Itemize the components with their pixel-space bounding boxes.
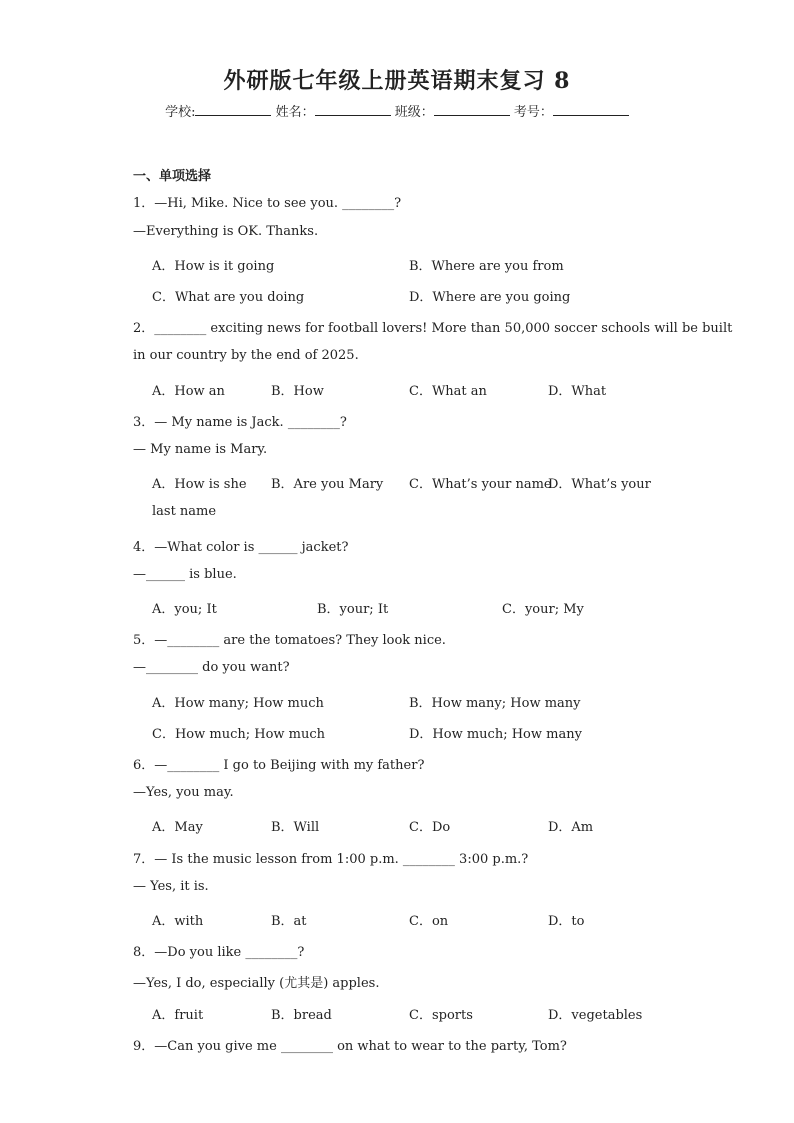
question-3-stem: 3．— My name is Jack. ________?	[133, 415, 347, 430]
q7-option-a: A．with	[152, 914, 204, 929]
q8-option-d: D．vegetables	[548, 1008, 643, 1023]
q2-option-c: C．What an	[409, 384, 487, 399]
class-blank	[434, 103, 510, 116]
school-blank	[195, 103, 271, 116]
class-label: 班级：	[394, 105, 434, 120]
q3-option-a: A．How is she	[152, 477, 247, 492]
q6-option-c: C．Do	[409, 820, 451, 835]
q2-option-b: B．How	[271, 384, 324, 399]
question-1-stem: 1．—Hi, Mike. Nice to see you. ________?	[133, 196, 402, 211]
q5-option-d: D．How much; How many	[409, 727, 582, 742]
question-5-reply: —________ do you want?	[133, 660, 290, 675]
question-8-stem: 8．—Do you like ________?	[133, 945, 305, 960]
question-2-stem-cont: in our country by the end of 2025.	[133, 348, 359, 363]
student-info-line	[0, 101, 794, 120]
q2-option-a: A．How an	[152, 384, 225, 399]
q1-option-a: A．How is it going	[152, 259, 275, 274]
question-4-stem: 4．—What color is ______ jacket?	[133, 540, 349, 555]
question-5-stem: 5．—________ are the tomatoes? They look nice.	[133, 633, 446, 648]
q3-option-d-cont: last name	[152, 504, 217, 519]
q1-option-c: C．What are you doing	[152, 290, 305, 305]
q5-option-b: B．How many; How many	[409, 696, 581, 711]
q8-option-c: C．sports	[409, 1008, 473, 1023]
question-4-reply: —______ is blue.	[133, 567, 237, 582]
q6-option-d: D．Am	[548, 820, 594, 835]
q1-option-d: D．Where are you going	[409, 290, 571, 305]
school-label: 学校:	[165, 105, 196, 120]
q8-option-a: A．fruit	[152, 1008, 204, 1023]
q4-option-b: B．your; It	[317, 602, 389, 617]
q5-option-a: A．How many; How much	[152, 696, 324, 711]
q7-option-b: B．at	[271, 914, 307, 929]
q7-option-d: D．to	[548, 914, 585, 929]
q1-option-b: B．Where are you from	[409, 259, 564, 274]
question-3-reply: — My name is Mary.	[133, 442, 268, 457]
q3-option-c: C．What’s your name	[409, 477, 552, 492]
question-6-stem: 6．—________ I go to Beijing with my father?	[133, 758, 425, 773]
q6-option-b: B．Will	[271, 820, 320, 835]
name-blank	[315, 103, 391, 116]
q8-option-b: B．bread	[271, 1008, 332, 1023]
question-7-reply: — Yes, it is.	[133, 879, 209, 894]
q5-option-c: C．How much; How much	[152, 727, 326, 742]
q3-option-b: B．Are you Mary	[271, 477, 384, 492]
exam-number-blank	[553, 103, 629, 116]
q4-option-a: A．you; It	[152, 602, 217, 617]
exam-number-label: 考号：	[513, 105, 553, 120]
name-label: 姓名：	[275, 105, 315, 120]
q7-option-c: C．on	[409, 914, 449, 929]
page-title: 外研版七年级上册英语期末复习 8	[223, 68, 571, 94]
q4-option-c: C．your; My	[502, 602, 584, 617]
question-8-reply: —Yes, I do, especially (尤其是) apples.	[133, 976, 380, 991]
q3-option-d: D．What’s your	[548, 477, 651, 492]
section-heading: 一、单项选择	[133, 169, 212, 184]
q6-option-a: A．May	[152, 820, 203, 835]
question-6-reply: —Yes, you may.	[133, 785, 234, 800]
question-1-reply: —Everything is OK. Thanks.	[133, 224, 319, 239]
question-9-stem: 9．—Can you give me ________ on what to wear to the party, Tom?	[133, 1039, 567, 1054]
q2-option-d: D．What	[548, 384, 607, 399]
question-2-stem: 2．________ exciting news for football lovers! More than 50,000 soccer schools will be built	[133, 321, 733, 336]
question-7-stem: 7．— Is the music lesson from 1:00 p.m. ________ 3:00 p.m.?	[133, 852, 529, 867]
